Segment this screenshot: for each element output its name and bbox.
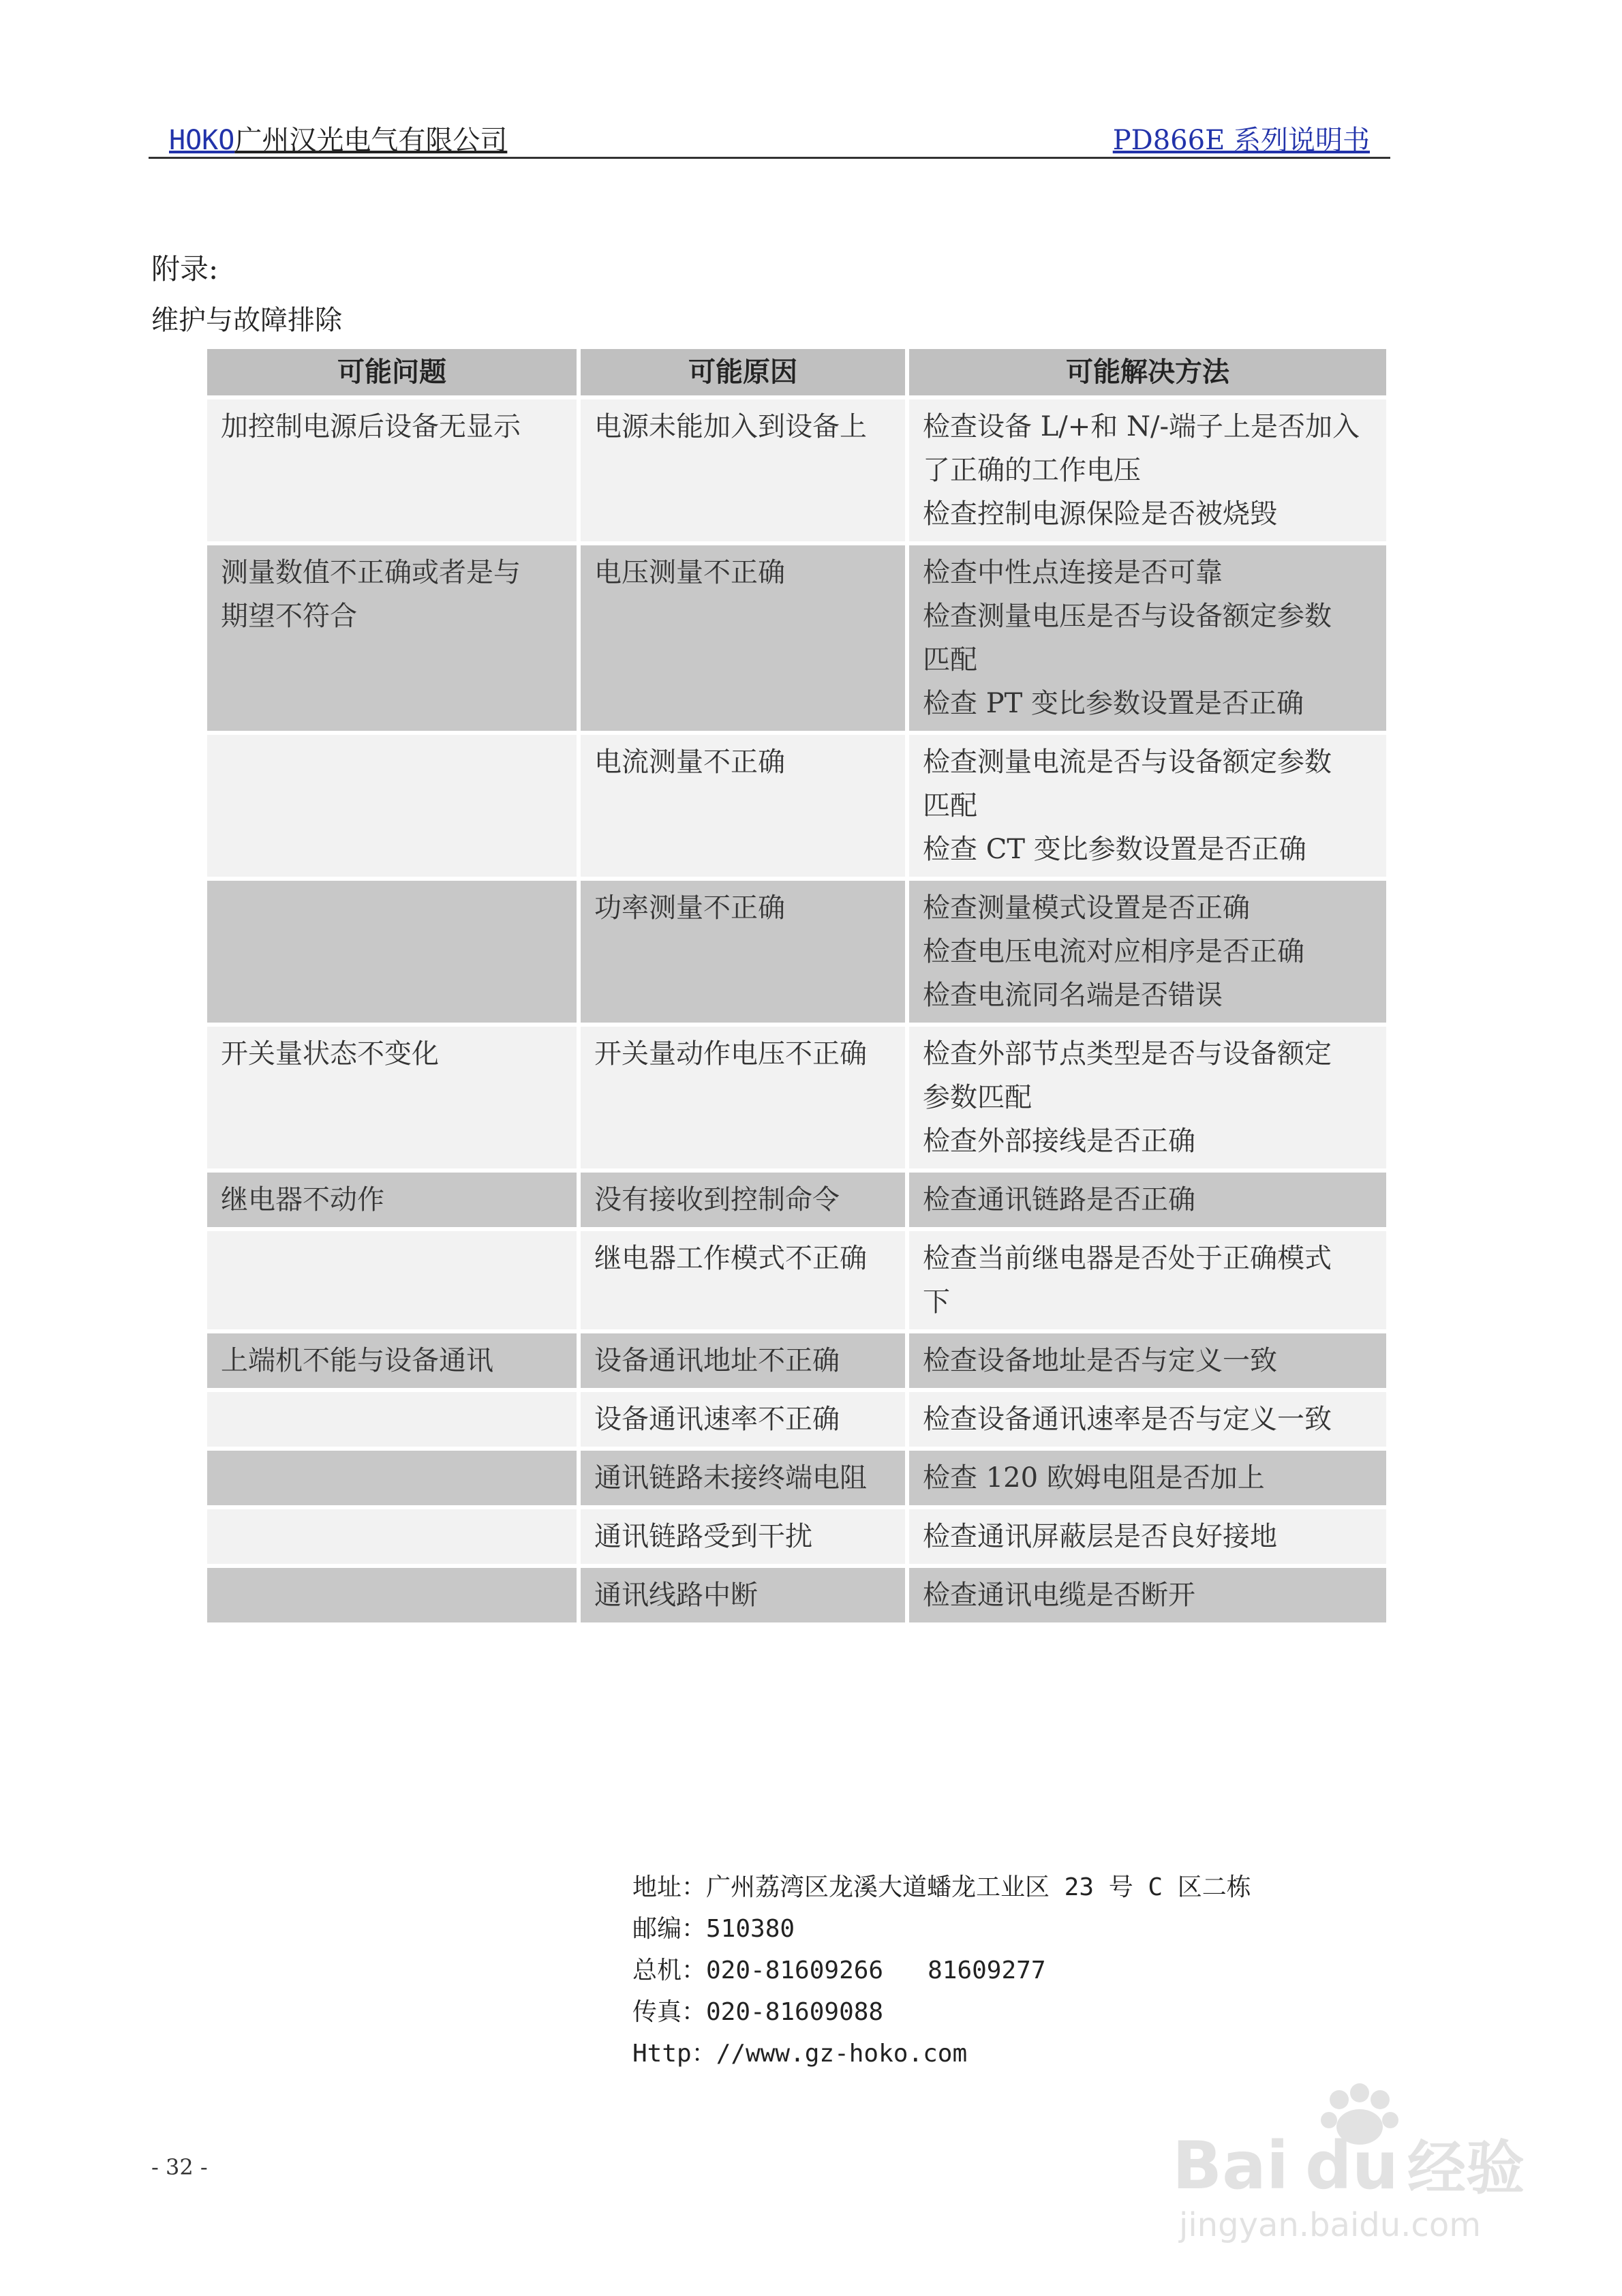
cause-cell (581, 1568, 905, 1622)
troubleshooting-table (207, 349, 1386, 1622)
problem-cell (207, 1451, 577, 1505)
cause-cell (581, 1451, 905, 1505)
problem-cell (207, 1392, 577, 1447)
cause-text-line: 没有接收到控制命令 (594, 1184, 840, 1215)
problem-cell (207, 735, 577, 877)
problem-cell (207, 399, 577, 541)
solution-text-line: 检查电流同名端是否错误 (923, 980, 1223, 1011)
problem-text-line: 上端机不能与设备通讯 (221, 1345, 493, 1376)
phone: 总机：020-81609266 81609277 (632, 1957, 1046, 1984)
problem-cell (207, 545, 577, 731)
solution-text-line: 检查通讯屏蔽层是否良好接地 (923, 1521, 1277, 1552)
svg-text:du: du (1305, 2128, 1399, 2204)
svg-text:经验: 经验 (1407, 2134, 1525, 2203)
appendix-subtitle: 维护与故障排除 (151, 305, 342, 336)
solution-cell (909, 1333, 1386, 1388)
problem-cell (207, 1027, 577, 1168)
cause-text-line: 电压测量不正确 (594, 557, 785, 588)
manual-title: PD866E 系列说明书 (1112, 125, 1370, 156)
column-header-solution: 可能解决方法 (909, 349, 1386, 395)
cause-cell (581, 1333, 905, 1388)
solution-text-line: 参数匹配 (923, 1082, 1032, 1113)
appendix-title: 附录: (151, 252, 219, 286)
solution-text-line: 检查中性点连接是否可靠 (923, 557, 1223, 588)
solution-cell (909, 1392, 1386, 1447)
cause-cell (581, 881, 905, 1023)
cause-text-line: 电源未能加入到设备上 (594, 411, 867, 442)
solution-text-line: 检查设备地址是否与定义一致 (923, 1345, 1277, 1376)
problem-cell (207, 1333, 577, 1388)
problem-text-line: 继电器不动作 (221, 1184, 384, 1215)
cause-cell (581, 1392, 905, 1447)
solution-text-line: 检查测量电流是否与设备额定参数 (923, 746, 1332, 778)
cause-text-line: 继电器工作模式不正确 (594, 1243, 867, 1274)
company-name: 广州汉光电气有限公司 (234, 125, 508, 156)
solution-cell (909, 1509, 1386, 1564)
solution-cell (909, 545, 1386, 731)
column-header-cause: 可能原因 (581, 349, 905, 395)
solution-text-line: 检查测量电压是否与设备额定参数 (923, 601, 1332, 632)
cause-text-line: 设备通讯地址不正确 (594, 1345, 840, 1376)
page-header (149, 115, 1390, 159)
contact-info (632, 1867, 1251, 2074)
baidu-watermark (1159, 2072, 1540, 2250)
solution-text-line: 下 (923, 1286, 950, 1318)
watermark-url: jingyan.baidu.com (1179, 2206, 1481, 2244)
problem-text-line: 加控制电源后设备无显示 (221, 411, 521, 442)
problem-text-line: 测量数值不正确或者是与 (221, 557, 521, 588)
column-header-problem: 可能问题 (207, 349, 577, 395)
address: 地址：广州荔湾区龙溪大道蟠龙工业区 23 号 C 区二栋 (632, 1873, 1251, 1901)
solution-text-line: 了正确的工作电压 (923, 455, 1141, 486)
postcode: 邮编：510380 (632, 1915, 795, 1943)
solution-text-line: 检查电压电流对应相序是否正确 (923, 936, 1304, 967)
solution-cell (909, 1451, 1386, 1505)
solution-text-line: 匹配 (923, 790, 977, 821)
solution-text-line: 检查通讯链路是否正确 (923, 1184, 1195, 1215)
cause-text-line: 开关量动作电压不正确 (594, 1038, 867, 1070)
solution-cell (909, 399, 1386, 541)
header-company (169, 119, 507, 157)
problem-cell (207, 1509, 577, 1564)
solution-text-line: 检查 120 欧姆电阻是否加上 (923, 1462, 1265, 1494)
cause-cell (581, 1027, 905, 1168)
solution-text-line: 检查当前继电器是否处于正确模式 (923, 1243, 1332, 1274)
cause-cell (581, 1509, 905, 1564)
solution-text-line: 检查外部节点类型是否与设备额定 (923, 1038, 1332, 1070)
problem-cell (207, 1173, 577, 1227)
solution-text-line: 检查设备 L/+和 N/-端子上是否加入 (923, 411, 1360, 442)
solution-text-line: 检查设备通讯速率是否与定义一致 (923, 1404, 1332, 1435)
problem-text-line: 开关量状态不变化 (221, 1038, 439, 1070)
cause-text-line: 电流测量不正确 (594, 746, 785, 778)
problem-cell (207, 881, 577, 1023)
cause-cell (581, 1231, 905, 1329)
solution-text-line: 检查外部接线是否正确 (923, 1126, 1195, 1157)
cause-cell (581, 1173, 905, 1227)
watermark-logo: Bai (1172, 2128, 1289, 2204)
solution-cell (909, 1231, 1386, 1329)
solution-text-line: 检查测量模式设置是否正确 (923, 892, 1250, 924)
page-number: - 32 - (151, 2154, 208, 2180)
cause-text-line: 功率测量不正确 (594, 892, 785, 924)
problem-text-line: 期望不符合 (221, 601, 357, 632)
cause-cell (581, 399, 905, 541)
solution-cell (909, 881, 1386, 1023)
brand-name: HOKO (169, 125, 235, 156)
cause-text-line: 通讯链路受到干扰 (594, 1521, 812, 1552)
cause-text-line: 设备通讯速率不正确 (594, 1404, 840, 1435)
solution-text-line: 检查 CT 变比参数设置是否正确 (923, 834, 1306, 865)
solution-cell (909, 1173, 1386, 1227)
website: Http：//www.gz-hoko.com (632, 2040, 968, 2068)
solution-cell (909, 1027, 1386, 1168)
solution-text-line: 检查 PT 变比参数设置是否正确 (923, 688, 1304, 719)
cause-cell (581, 735, 905, 877)
cause-text-line: 通讯链路未接终端电阻 (594, 1462, 867, 1494)
solution-cell (909, 1568, 1386, 1622)
fax: 传真：020-81609088 (632, 1998, 884, 2026)
solution-text-line: 检查通讯电缆是否断开 (923, 1580, 1195, 1611)
problem-cell (207, 1231, 577, 1329)
solution-text-line: 匹配 (923, 644, 977, 676)
problem-cell (207, 1568, 577, 1622)
solution-text-line: 检查控制电源保险是否被烧毁 (923, 498, 1277, 530)
cause-cell (581, 545, 905, 731)
cause-text-line: 通讯线路中断 (594, 1580, 758, 1611)
solution-cell (909, 735, 1386, 877)
